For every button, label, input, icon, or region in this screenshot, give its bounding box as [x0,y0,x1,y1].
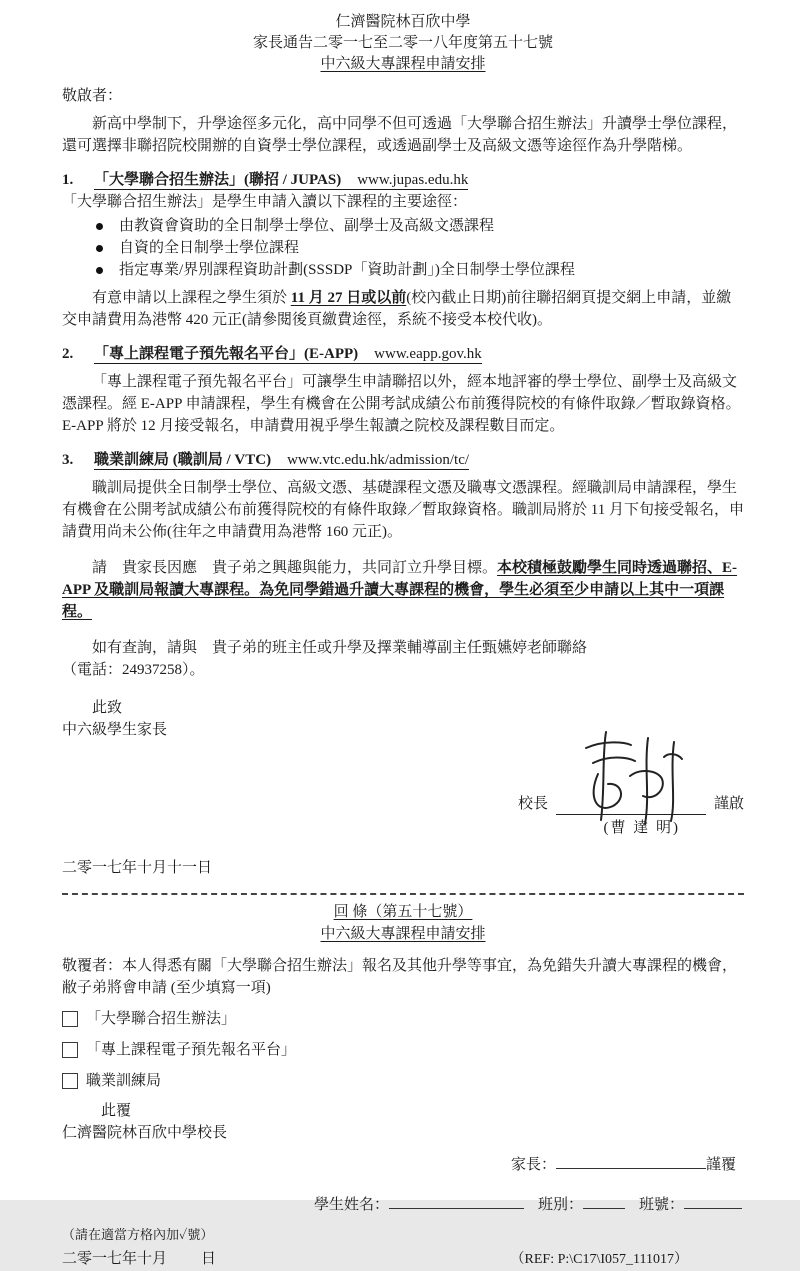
option-row-vtc [62,1070,744,1092]
principal-signature [568,726,718,826]
parent-label: 家長： [510,1157,556,1173]
salutation: 敬啟者： [62,88,123,104]
section-url: www.vtc.edu.hk/admission/tc/ [287,452,470,468]
bullet-text: 指定專業/界別課程資助計劃(SSSDP「資助計劃」)全日制學士學位課程 [119,262,575,278]
bullet-icon [96,223,103,230]
class-number-label: 班號： [638,1197,684,1213]
reply-date [62,1248,216,1270]
separator-dashed-line [62,893,744,895]
bullet-item [96,237,744,259]
section-url: www.jupas.edu.hk [357,172,469,188]
eapp-paragraph: 「專上課程電子預先報名平台」可讓學生申請聯招以外，經本地評審的學士學位、副學士及高級文憑課程。經 E-APP 申請課程，學生有機會在公開考試成績公布前獲得院校的有條件取錄／暫取錄資格。E-APP 將於 12 月接受報名，申請費用視乎學生報讀之院校及課程數目而定。 [62,374,741,434]
option-label: 職業訓練局 [86,1073,162,1089]
letter-header [62,12,744,75]
advice-emphasis: 本校積極鼓勵學生同時透過聯招、E-APP 及職訓局報讀大專課程。為免同學錯過升讀大專課程的機會，學生必須至少申請以上其中一項課程。 [62,560,738,620]
reply-date-day-label: 日 [201,1251,217,1267]
section-eapp [62,343,744,437]
option-row-jupas [62,1008,744,1030]
deadline-text-post: (校內截止日期)前往聯招網頁提交網上申請，並繳交申請費用為港幣 420 元正(請參閱後頁繳費途徑，系統不接受本校代收)。 [62,290,732,328]
option-label: 「大學聯合招生辦法」 [86,1011,237,1027]
bullet-text: 自資的全日制學士學位課程 [119,240,300,256]
class-label: 班別： [537,1197,583,1213]
contact-line: 如有查詢，請與 貴子弟的班主任或升學及擇業輔導副主任甄嬿婷老師聯絡 [92,640,588,656]
reply-slip-title: 回 條（第五十七號） [333,904,473,920]
closing-cizhi: 此致 [92,700,123,716]
section-number: 2. [62,346,74,362]
bullet-item [96,259,744,281]
advice-paragraph [62,557,744,623]
student-name-label: 學生姓名： [313,1197,389,1213]
class-blank [583,1194,625,1209]
jupas-deadline-paragraph [62,287,744,331]
notice-subject: 中六級大專課程申請安排 [320,56,486,72]
reference-code: （REF: P:\C17\I057_111017） [510,1252,688,1267]
parent-respect: 謹覆 [705,1157,736,1173]
tick-note: （請在適當方格內加✓號） [62,1227,214,1242]
section-jupas [62,169,744,331]
section-number: 1. [62,172,74,188]
section-url: www.eapp.gov.hk [374,346,482,362]
student-name-blank [389,1194,524,1209]
class-number-blank [684,1194,742,1209]
option-row-eapp [62,1039,744,1061]
advice-text: 請 貴家長因應 貴子弟之興趣與能力，共同訂立升學目標。 [92,560,498,576]
reply-cifu: 此覆 [101,1103,132,1119]
checkbox [62,1073,78,1089]
intro-paragraph: 新高中學制下，升學途徑多元化，高中同學不但可透過「大學聯合招生辦法」升讀學士學位課程，還可選擇非聯招院校開辦的自資學士學位課程，或透過副學士及高級文憑等途徑作為升學階梯。 [62,116,738,154]
principal-label: 校長 [517,796,548,812]
deadline-text-pre: 有意申請以上課程之學生須於 [92,290,291,306]
principal-signature-block [62,741,744,815]
principal-respect: 謹啟 [713,796,744,812]
section-eapp-heading [62,343,744,365]
closing-recipient: 中六級學生家長 [62,722,168,738]
bullet-icon [96,267,103,274]
reply-slip-body: 敬覆者：本人得悉有關「大學聯合招生辦法」報名及其他升學等事宜，為免錯失升讀大專課程的機會，敝子弟將會申請 (至少填寫一項) [62,958,738,996]
letter-date: 二零一七年十月十一日 [62,860,213,876]
option-label: 「專上課程電子預先報名平台」 [86,1042,297,1058]
vtc-paragraph: 職訓局提供全日制學士學位、高級文憑、基礎課程文憑及職專文憑課程。經職訓局申請課程，學生有機會在公開考試成績公布前獲得院校的有條件取錄／暫取錄資格。職訓局將於 11 月下旬接受報名，申請費用尚未公佈(往年之申請費用為港幣 160 元正)。 [62,480,744,540]
deadline-date: 11 月 27 日或以前 [290,290,407,306]
signature-line [556,798,706,816]
checkbox [62,1011,78,1027]
reply-slip-subtitle: 中六級大專課程申請安排 [320,926,486,942]
bottom-row [62,1248,744,1271]
jupas-bullet-list [62,215,744,281]
section-title: 職業訓練局 (職訓局 / VTC) [94,452,272,468]
reply-addressee: 仁濟醫院林百欣中學校長 [62,1125,228,1141]
bullet-text: 由教資會資助的全日制學士學位、副學士及高級文憑課程 [119,218,495,234]
bullet-icon [96,245,103,252]
parent-signature-blank [556,1154,706,1169]
notice-number-line: 家長通告二零一七至二零一八年度第五十七號 [252,35,553,51]
section-title: 「專上課程電子預先報名平台」(E-APP) [94,346,359,362]
principal-name: (曹 達 明) [603,820,680,836]
section-jupas-intro: 「大學聯合招生辦法」是學生申請入讀以下課程的主要途徑： [62,194,468,210]
contact-phone: （電話：24937258）。 [62,662,205,678]
section-title: 「大學聯合招生辦法」(聯招 / JUPAS) [94,172,342,188]
checkbox [62,1042,78,1058]
reply-date-prefix: 二零一七年十月 [62,1251,168,1267]
school-name: 仁濟醫院林百欣中學 [335,14,471,30]
section-vtc-heading [62,449,744,471]
section-vtc [62,449,744,543]
section-jupas-heading [62,169,744,191]
bullet-item [96,215,744,237]
student-info-row [62,1194,744,1216]
section-number: 3. [62,452,74,468]
parent-signature-row [62,1154,744,1176]
